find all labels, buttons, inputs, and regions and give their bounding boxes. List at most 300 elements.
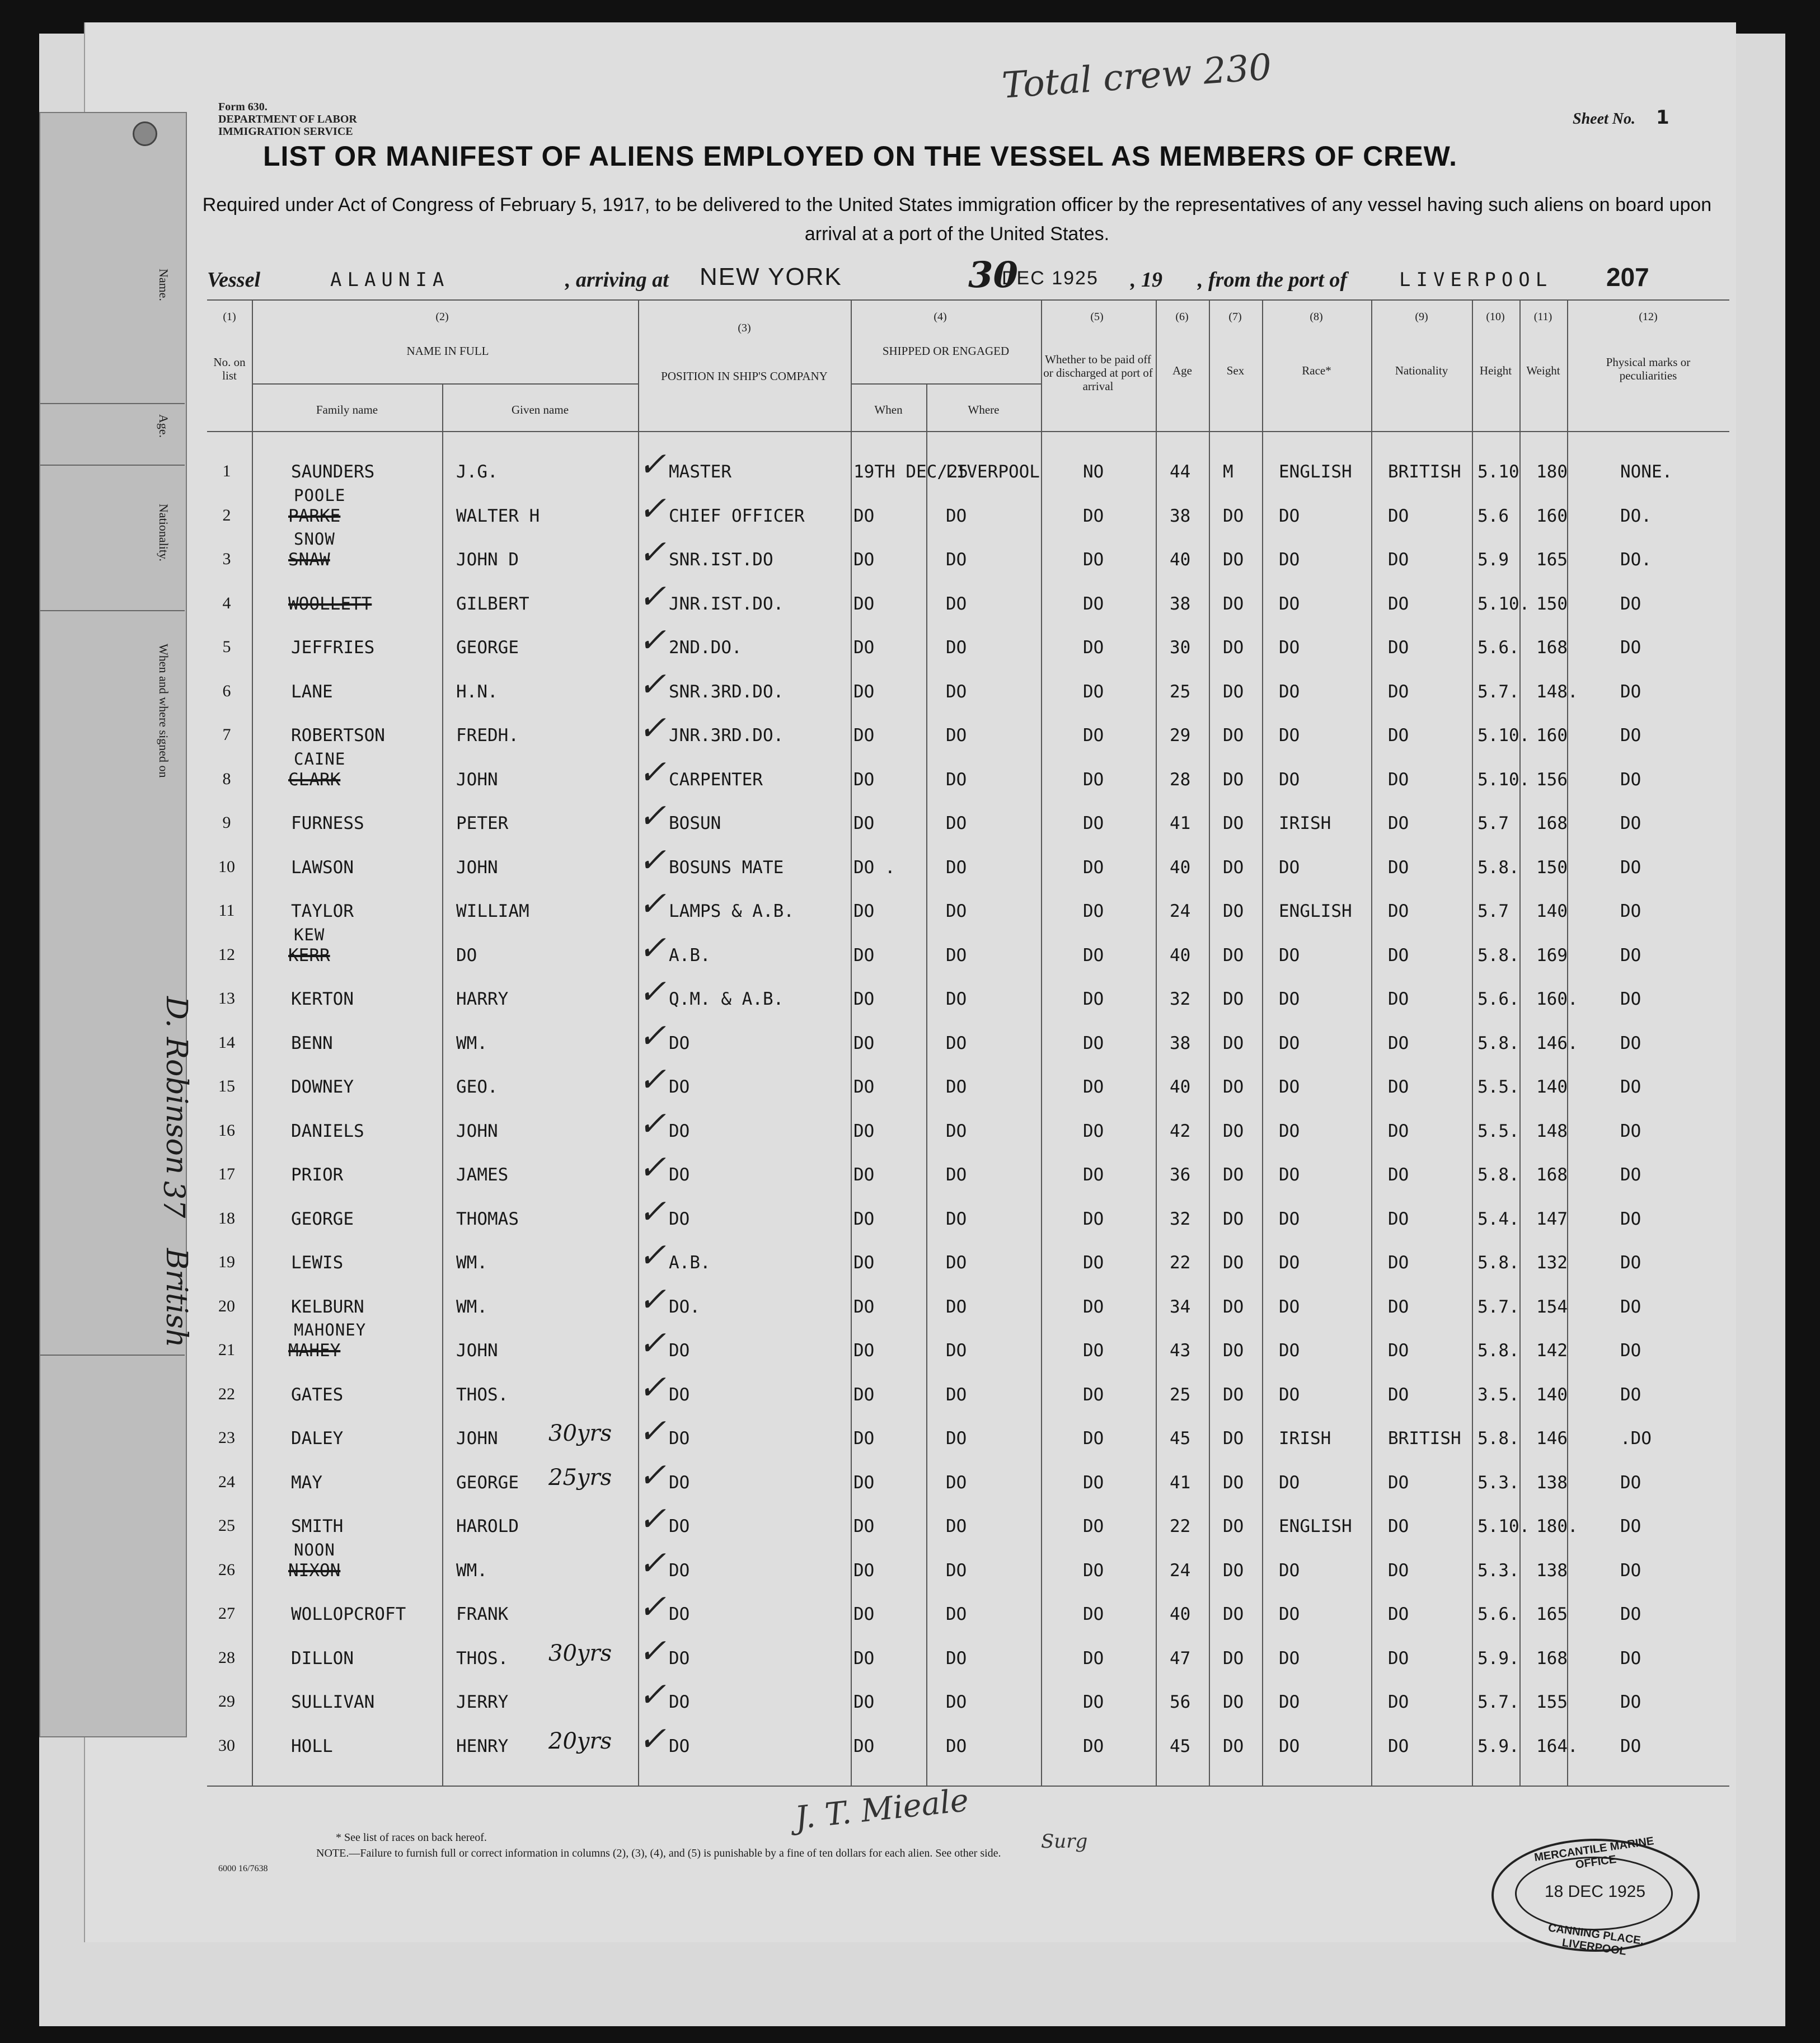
cell-age: 22 [1170,1253,1191,1273]
cell-weight: 180 [1536,462,1568,482]
cell-marks: DO. [1620,505,1652,526]
cell-paid: DO [1083,1428,1104,1449]
cell-given: PETER [456,813,509,833]
cell-nat: DO [1388,1341,1409,1361]
check-mark-icon: ✓ [638,1675,667,1714]
stub-age-label: Age. [157,414,171,438]
sheet-label: Sheet No. [1573,110,1635,128]
cell-when: DO [853,813,875,833]
cell-sex: DO [1223,1692,1244,1712]
cell-no: 20 [218,1296,235,1315]
cell-height: 5.7. [1477,1296,1519,1317]
cell-marks: DO [1620,1472,1641,1493]
table-row [0,1455,1820,1515]
cell-paid: DO [1083,1208,1104,1229]
cell-age: 56 [1170,1692,1191,1712]
cell-where: DO [946,593,967,614]
cell-marks: DO [1620,857,1641,878]
cell-weight: 142 [1536,1341,1568,1361]
cell-race: DO [1279,1121,1300,1141]
cell-weight: 169 [1536,945,1568,966]
table-row [0,972,1820,1032]
check-mark-icon: ✓ [638,1148,667,1187]
cell-height: 5.6. [1477,1604,1519,1624]
family-name-correction: POOLE [294,485,346,505]
cell-marks: NONE. [1620,462,1673,482]
check-mark-icon: ✓ [638,1412,667,1451]
cell-race: DO [1279,945,1300,966]
cell-age: 40 [1170,1604,1191,1624]
table-row [0,1540,1820,1603]
cell-given: WM. [456,1033,487,1053]
cell-paid: DO [1083,1648,1104,1669]
page-title: LIST OR MANIFEST OF ALIENS EMPLOYED ON THE VESSEL AS MEMBERS OF CREW. [263,140,1457,172]
cell-no: 30 [218,1736,235,1755]
table-row [0,1016,1820,1076]
cell-no: 23 [218,1428,235,1447]
cell-weight: 164. [1536,1736,1578,1756]
header-where: Where [968,403,1000,416]
cell-sex: DO [1223,1516,1244,1536]
cell-no: 5 [222,638,231,656]
cell-nat: DO [1388,1165,1409,1185]
colnum-6: (6) [1175,311,1189,323]
cell-nat: DO [1388,638,1409,658]
family-name-struck: PARKE [288,505,341,526]
table-row [0,485,1820,549]
signature: J. T. Mieale [793,1782,970,1837]
sheet-number [1573,106,1669,129]
stamp-bottom-text: CANNING PLACE, LIVERPOOL [1547,1922,1645,1958]
cell-race: DO [1279,1648,1300,1669]
cell-race: DO [1279,505,1300,526]
cell-paid: DO [1083,1033,1104,1053]
cell-weight: 132 [1536,1253,1568,1273]
check-mark-icon: ✓ [638,1587,667,1627]
cell-height: 5.5. [1477,1121,1519,1141]
stub-hand-nationality: British [160,1248,193,1348]
cell-sex: DO [1223,725,1244,746]
cell-marks: DO [1620,1516,1641,1536]
cell-given: JOHN D [456,550,519,570]
cell-where: DO [946,1560,967,1581]
family-name: LAWSON [291,857,354,878]
cell-sex: DO [1223,1165,1244,1185]
table-row [0,884,1820,944]
cell-position: DO [669,1208,690,1229]
family-name: SULLIVAN [291,1692,375,1712]
cell-sex: DO [1223,1208,1244,1229]
cell-marks: DO [1620,813,1641,833]
cell-when: DO [853,1165,875,1185]
cell-position: DO [669,1077,690,1097]
cell-weight: 160. [1536,989,1578,1009]
cell-no: 4 [222,593,231,612]
cell-where: LIVERPOOL [946,462,1040,482]
cell-age: 40 [1170,945,1191,966]
cell-weight: 147 [1536,1208,1568,1229]
header-when: When [874,403,903,416]
cell-no: 25 [218,1516,235,1535]
cell-nat: DO [1388,681,1409,702]
cell-marks: DO [1620,681,1641,702]
check-mark-icon: ✓ [638,489,667,528]
vessel-label: Vessel [207,268,260,292]
cell-nat: DO [1388,1472,1409,1493]
cell-sex: DO [1223,857,1244,878]
cell-where: DO [946,1341,967,1361]
cell-race: DO [1279,1604,1300,1624]
cell-nat: DO [1388,1296,1409,1317]
cell-position: MASTER [669,462,731,482]
cell-height: 5.6. [1477,638,1519,658]
header-no-on-list: No. on list [213,355,246,382]
header-given-name: Given name [511,403,569,416]
cell-weight: 180. [1536,1516,1578,1536]
check-mark-icon: ✓ [638,577,667,616]
cell-height: 5.10. [1477,593,1530,614]
stamp-date: 18 DEC 1925 [1544,1882,1646,1901]
cell-marks: DO [1620,725,1641,746]
table-row [0,445,1820,504]
table-row [0,1587,1820,1647]
stub-signed-label: When and where signed on [157,644,171,778]
cell-paid: DO [1083,1384,1104,1405]
cell-race: IRISH [1279,813,1331,833]
header-paid-off: Whether to be paid off or discharged at port of arrival [1043,353,1153,393]
cell-when: DO [853,1472,875,1493]
cell-race: DO [1279,638,1300,658]
cell-paid: DO [1083,1165,1104,1185]
family-name: HOLL [291,1736,333,1756]
cell-sex: DO [1223,681,1244,702]
header-height: Height [1479,364,1512,377]
cell-paid: DO [1083,681,1104,702]
family-name-struck: SNAW [288,550,330,570]
cell-position: DO [669,1560,690,1581]
sheet-value: 1 [1656,106,1669,129]
header-nationality: Nationality [1395,364,1448,377]
stamp-top-text: MERCANTILE MARINE OFFICE [1533,1835,1655,1871]
cell-race: DO [1279,1033,1300,1053]
cell-sex: DO [1223,769,1244,790]
cell-race: DO [1279,1384,1300,1405]
cell-age: 43 [1170,1341,1191,1361]
cell-age: 45 [1170,1428,1191,1449]
cell-race: ENGLISH [1279,901,1352,921]
cell-when: DO [853,505,875,526]
cell-when: DO [853,945,875,966]
cell-marks: DO [1620,1253,1641,1273]
family-name: LANE [291,681,333,702]
cell-no: 27 [218,1604,235,1623]
cell-nat: BRITISH [1388,1428,1461,1449]
cell-nat: BRITISH [1388,462,1461,482]
cell-when: 19TH DEC/25 [853,462,969,482]
cell-paid: DO [1083,638,1104,658]
cell-nat: DO [1388,989,1409,1009]
table-row [0,621,1820,680]
cell-weight: 155 [1536,1692,1568,1712]
cell-age: 30 [1170,638,1191,658]
cell-given: JERRY [456,1692,509,1712]
cell-no: 17 [218,1165,235,1183]
cell-marks: DO [1620,1165,1641,1185]
cell-age: 45 [1170,1736,1191,1756]
cell-no: 15 [218,1077,235,1095]
cell-paid: DO [1083,505,1104,526]
colnum-9: (9) [1415,311,1428,323]
vessel-line [207,254,1718,297]
cell-when: DO [853,638,875,658]
cell-sex: DO [1223,1033,1244,1053]
cell-nat: DO [1388,945,1409,966]
cell-position: DO [669,1341,690,1361]
cell-race: DO [1279,593,1300,614]
year-label: , 19 [1131,268,1162,292]
cell-height: 5.10. [1477,725,1530,746]
cell-age: 38 [1170,593,1191,614]
cell-where: DO [946,1121,967,1141]
cell-where: DO [946,1472,967,1493]
cell-race: IRISH [1279,1428,1331,1449]
cell-given: GILBERT [456,593,529,614]
stub-hand-name: D. Robinson [160,996,193,1175]
cell-position: DO [669,1472,690,1493]
cell-height: 5.10 [1477,462,1519,482]
cell-where: DO [946,681,967,702]
check-mark-icon: ✓ [638,1500,667,1539]
vessel-name: ALAUNIA [330,269,450,291]
family-name: BENN [291,1033,333,1053]
cell-where: DO [946,1208,967,1229]
cell-weight: 168 [1536,638,1568,658]
cell-weight: 156 [1536,769,1568,790]
total-crew-note: Total crew 230 [1001,46,1273,107]
cell-where: DO [946,1033,967,1053]
cell-when: DO [853,1033,875,1053]
cell-marks: DO [1620,989,1641,1009]
cell-age: 47 [1170,1648,1191,1669]
cell-race: DO [1279,1472,1300,1493]
cell-race: ENGLISH [1279,1516,1352,1536]
table-row [0,1412,1820,1471]
cell-race: DO [1279,550,1300,570]
cell-weight: 138 [1536,1560,1568,1581]
cell-position: DO [669,1516,690,1536]
cell-age: 28 [1170,769,1191,790]
cell-race: DO [1279,1077,1300,1097]
arriving-label: , arriving at [565,268,669,292]
cell-height: 5.8. [1477,1341,1519,1361]
cell-nat: DO [1388,1560,1409,1581]
cell-race: DO [1279,681,1300,702]
cell-paid: DO [1083,1692,1104,1712]
cell-no: 10 [218,857,235,876]
colnum-10: (10) [1486,311,1505,323]
cell-no: 22 [218,1384,235,1403]
cell-weight: 168 [1536,813,1568,833]
cell-when: DO [853,989,875,1009]
cell-nat: DO [1388,1384,1409,1405]
cell-given: JAMES [456,1165,509,1185]
check-mark-icon: ✓ [638,796,667,836]
cell-given: GEORGE [456,1472,519,1493]
cell-nat: DO [1388,1253,1409,1273]
check-mark-icon: ✓ [638,1280,667,1319]
races-note: * See list of races on back hereof. [336,1831,487,1844]
cell-no: 16 [218,1121,235,1140]
cell-where: DO [946,1648,967,1669]
cell-weight: 146 [1536,1428,1568,1449]
cell-race: DO [1279,1560,1300,1581]
cell-given: WM. [456,1560,487,1581]
print-code: 6000 16/7638 [218,1864,268,1873]
table-row [0,1500,1820,1559]
cell-given: WALTER H [456,505,540,526]
cell-height: 5.10. [1477,1516,1530,1536]
cell-given: GEORGE [456,638,519,658]
cell-age: 40 [1170,1077,1191,1097]
cell-age: 22 [1170,1516,1191,1536]
cell-position: BOSUNS MATE [669,857,784,878]
family-name: FURNESS [291,813,364,833]
cell-paid: DO [1083,550,1104,570]
cell-height: 5.7. [1477,681,1519,702]
table-row [0,1719,1820,1779]
check-mark-icon: ✓ [638,1367,667,1407]
cell-paid: DO [1083,725,1104,746]
page-subtitle: Required under Act of Congress of February 5, 1917, to be delivered to the United States immigration officer by the representatives of any vessel having such aliens on board upon arrival at a port of the United States. [202,194,1712,245]
cell-no: 9 [222,813,231,832]
cell-given: WM. [456,1296,487,1317]
check-mark-icon: ✓ [638,709,667,748]
cell-position: DO. [669,1296,700,1317]
cell-marks: DO [1620,1296,1641,1317]
cell-nat: DO [1388,1736,1409,1756]
cell-paid: DO [1083,1560,1104,1581]
cell-race: DO [1279,769,1300,790]
cell-nat: DO [1388,1604,1409,1624]
cell-sex: DO [1223,593,1244,614]
cell-no: 6 [222,681,231,700]
cell-where: DO [946,1165,967,1185]
penalty-note: NOTE.—Failure to furnish full or correct information in columns (2), (3), (4), and (5) is punishable by a fine of ten dollars for each alien. See other side. [316,1847,1001,1859]
cell-when: DO [853,681,875,702]
colnum-5: (5) [1090,311,1104,323]
cell-sex: DO [1223,1384,1244,1405]
family-name: DILLON [291,1648,354,1669]
colnum-7: (7) [1228,311,1242,323]
cell-weight: 168 [1536,1648,1568,1669]
cell-sex: DO [1223,1341,1244,1361]
cell-age: 25 [1170,681,1191,702]
cell-race: DO [1279,1736,1300,1756]
family-name: MAY [291,1472,322,1493]
table-row [0,664,1820,724]
cell-race: DO [1279,1692,1300,1712]
cell-where: DO [946,1736,967,1756]
cell-sex: DO [1223,813,1244,833]
cell-position: DO [669,1384,690,1405]
header-marks: Physical marks or peculiarities [1606,355,1691,382]
check-mark-icon: ✓ [638,533,667,572]
table-row [0,749,1820,812]
cell-weight: 140 [1536,901,1568,921]
cell-no: 1 [222,462,231,480]
cell-position: DO [669,1165,690,1185]
family-name: PRIOR [291,1165,344,1185]
check-mark-icon: ✓ [638,1455,667,1495]
family-name: GEORGE [291,1208,354,1229]
family-name: GATES [291,1384,344,1405]
cell-no: 2 [222,505,231,524]
check-mark-icon: ✓ [638,1719,667,1759]
cell-position: JNR.3RD.DO. [669,725,784,746]
cell-age: 32 [1170,989,1191,1009]
family-name: DANIELS [291,1121,364,1141]
cell-weight: 148 [1536,1121,1568,1141]
cell-weight: 154 [1536,1296,1568,1317]
cell-nat: DO [1388,1033,1409,1053]
arrival-date: DEC 1925 [1002,268,1099,289]
header-position: POSITION IN SHIP'S COMPANY [661,369,828,383]
cell-age: 34 [1170,1296,1191,1317]
from-label: , from the port of [1198,268,1348,292]
cell-given: JOHN [456,1341,498,1361]
table-row [0,1060,1820,1119]
cell-height: 5.7. [1477,1692,1519,1712]
cell-nat: DO [1388,593,1409,614]
cell-sex: DO [1223,1560,1244,1581]
check-mark-icon: ✓ [638,1631,667,1671]
cell-when: DO [853,1516,875,1536]
cell-position: DO [669,1428,690,1449]
family-name-correction: NOON [294,1540,335,1559]
family-name: KERTON [291,989,354,1009]
arrival-day: 30 [968,254,1019,296]
cell-height: 5.3. [1477,1472,1519,1493]
cell-race: DO [1279,1165,1300,1185]
cell-sex: DO [1223,638,1244,658]
cell-given: HARRY [456,989,509,1009]
cell-when: DO [853,1121,875,1141]
cell-sex: DO [1223,1604,1244,1624]
cell-sex: DO [1223,1121,1244,1141]
family-name: KELBURN [291,1296,364,1317]
cell-no: 19 [218,1253,235,1271]
table-row [0,1320,1820,1383]
cell-sex: DO [1223,945,1244,966]
cell-given: H.N. [456,681,498,702]
form-number-block [218,101,357,138]
cell-height: 5.7 [1477,901,1509,921]
cell-no: 21 [218,1341,235,1359]
family-name-struck: CLARK [288,769,341,790]
cell-marks: DO [1620,945,1641,966]
cell-race: DO [1279,725,1300,746]
cell-position: CHIEF OFFICER [669,505,805,526]
check-mark-icon: ✓ [638,972,667,1011]
cell-marks: DO [1620,1341,1641,1361]
cell-marks: DO [1620,1208,1641,1229]
cell-given: GEO. [456,1077,498,1097]
cell-age: 41 [1170,813,1191,833]
cell-marks: DO [1620,1560,1641,1581]
header-shipped: SHIPPED OR ENGAGED [882,344,1010,358]
cell-paid: DO [1083,1121,1104,1141]
cell-marks: .DO [1620,1428,1652,1449]
